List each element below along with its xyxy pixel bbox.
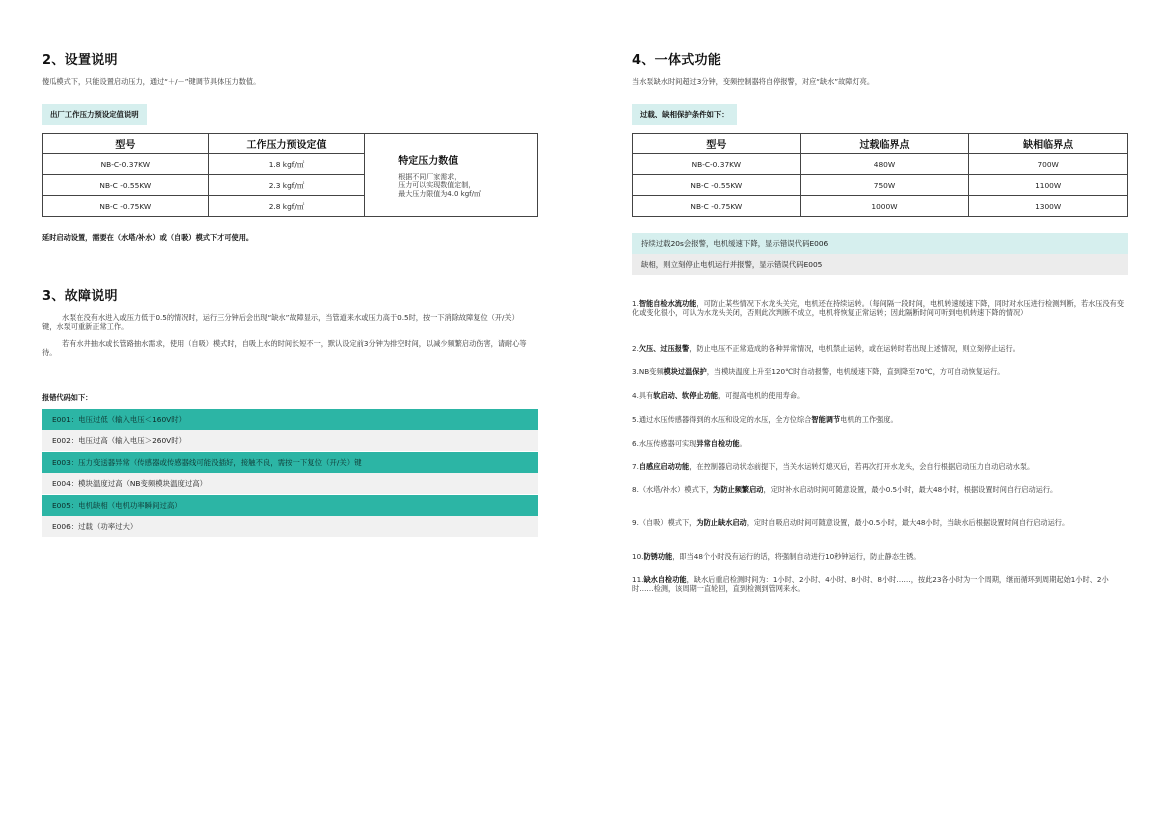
feature-item-3: 3.NB变频模块过温保护，当模块温度上升至120℃时自动报警，电机缓速下降，直到降至70℃，方可自动恢复运行。 [632, 367, 1005, 376]
feature-item-9: 9.（自吸）模式下，为防止缺水启动，定时自吸启动时间可随意设置，最小0.5小时，最大48小时，当缺水后根据设置时间自行启动运行。 [632, 518, 1070, 527]
preset-table-tag: 出厂工作压力预设定值说明 [42, 104, 147, 125]
error-code-e001: E001：电压过低（输入电压＜160V时） [42, 409, 538, 430]
table-cell-phase-loss: 1100W [969, 175, 1128, 196]
special-note-line-3: 最大压力限值为4.0 kgf/㎡ [398, 189, 481, 198]
feature-item-4: 4.具有软启动、软停止功能，可提高电机的使用寿命。 [632, 391, 805, 400]
table-cell-pressure: 2.3 kgf/㎡ [208, 175, 365, 196]
error-code-e002: E002：电压过高（输入电压＞260V时） [42, 430, 538, 451]
table-cell-model: NB-C -0.75KW [633, 196, 801, 217]
fault-paragraph-1: 水泵在没有水进入或压力低于0.5的情况时，运行三分钟后会出现“缺水”故障显示，当管道来水或压力高于0.5时，按一下消除故障复位（开/关）键，水泵可重新正常工作。 [42, 313, 519, 331]
table-cell-model: NB-C -0.55KW [633, 175, 801, 196]
section-4-intro: 当水泵缺水时间超过3分钟，变频控制器将自停报警，对应“缺水”故障灯亮。 [632, 77, 875, 86]
table-cell-model: NB-C -0.55KW [43, 175, 209, 196]
table-header-model: 型号 [633, 134, 801, 154]
feature-item-6: 6.水压传感器可实现异常自检功能。 [632, 439, 747, 448]
error-code-e003: E003：压力变送器异常（传感器或传感器线可能没插好，接触不良，需按一下复位（开/关）键 [42, 452, 538, 473]
table-cell-model: NB-C-0.37KW [633, 154, 801, 175]
feature-item-1: 1.智能自检水流功能，可防止某些情况下水龙头关完，电机还在持续运转。（每间隔一段时间，电机转速缓速下降，同时对水压进行检测判断，若水压没有变化或变化很小，可认为水龙头关闭，否则此次判断不成立，电机将恢复正常运转；因此隔断时间可听到电机转速下降的情况） [632, 299, 1125, 317]
fault-paragraph-2: 若有水井抽水或长管路抽水需求，使用（自吸）模式时，自吸上水的时间长短不一，默认设定前3分钟为排空时间，以减少频繁启动伤害，请耐心等待。 [42, 339, 527, 357]
table-cell-model: NB-C-0.37KW [43, 154, 209, 175]
feature-item-7: 7.自感应启动功能，在控制器启动状态前提下，当关水运转灯熄灭后，若再次打开水龙头，会自行根据启动压力自动启动水泵。 [632, 462, 1035, 471]
protection-table [632, 133, 1128, 217]
table-header-pressure: 工作压力预设定值 [208, 134, 365, 154]
table-cell-phase-loss: 700W [969, 154, 1128, 175]
delay-start-note: 延时启动设置，需要在（水塔/补水）或（自吸）模式下才可使用。 [42, 233, 254, 242]
error-code-e006: E006：过载（功率过大） [42, 516, 538, 537]
feature-item-10: 10.防锈功能，即当48个小时没有运行的话，将强制自动进行10秒钟运行，防止静态生锈。 [632, 552, 921, 561]
special-pressure-cell [365, 134, 538, 217]
phase-loss-protection-note: 缺相，则立刻停止电机运行并报警，显示错误代码E005 [632, 254, 1128, 275]
error-code-e004: E004：模块温度过高（NB变频模块温度过高） [42, 473, 538, 494]
special-note-line-2: 压力可以实现数值定制， [398, 181, 476, 190]
table-cell-overload: 480W [800, 154, 969, 175]
feature-item-8: 8.（水塔/补水）模式下，为防止频繁启动，定时补水启动时间可随意设置，最小0.5小时，最大48小时，根据设置时间自行启动运行。 [632, 485, 1058, 494]
table-cell-overload: 1000W [800, 196, 969, 217]
table-header-model: 型号 [43, 134, 209, 154]
preset-pressure-table [42, 133, 538, 217]
overload-protection-note: 持续过载20s会报警，电机缓速下降，显示错误代码E006 [632, 233, 1128, 254]
feature-item-11: 11.缺水自检功能，缺水后重启检测时间为：1小时、2小时、4小时、8小时、8小时……，按此23各小时为一个周期，继而循环到周期起始1小时、2小时……检测，该周期一直轮回，直到检测到管网来水。 [632, 575, 1109, 593]
table-cell-pressure: 2.8 kgf/㎡ [208, 196, 365, 217]
feature-item-2: 2.欠压、过压报警，防止电压不正常造成的各种异常情况，电机禁止运转，或在运转时若出现上述情况，则立刻停止运行。 [632, 344, 1020, 353]
table-row [633, 154, 1128, 175]
table-cell-phase-loss: 1300W [969, 196, 1128, 217]
table-header-overload: 过载临界点 [800, 134, 969, 154]
special-pressure-title: 特定压力数值 [398, 155, 459, 167]
error-codes-title: 报错代码如下： [42, 393, 93, 402]
table-header-phase-loss: 缺相临界点 [969, 134, 1128, 154]
error-code-e005: E005：电机缺相（电机功率瞬间过高） [42, 495, 538, 516]
protection-table-tag: 过载、缺相保护条件如下： [632, 104, 737, 125]
feature-item-5: 5.通过水压传感器得到的水压和设定的水压，全方位综合智能调节电机的工作强度。 [632, 415, 898, 424]
section-3-title: 3、故障说明 [42, 289, 118, 304]
table-row [633, 175, 1128, 196]
table-row [633, 196, 1128, 217]
table-cell-pressure: 1.8 kgf/㎡ [208, 154, 365, 175]
section-4-title: 4、一体式功能 [632, 53, 722, 68]
special-note-line-1: 根据不同厂家需求， [398, 172, 462, 181]
section-2-intro: 傻瓜模式下，只能设置启动压力，通过“＋/－”键调节具体压力数值。 [42, 77, 261, 86]
section-2-title: 2、设置说明 [42, 53, 118, 68]
table-cell-model: NB-C -0.75KW [43, 196, 209, 217]
table-cell-overload: 750W [800, 175, 969, 196]
